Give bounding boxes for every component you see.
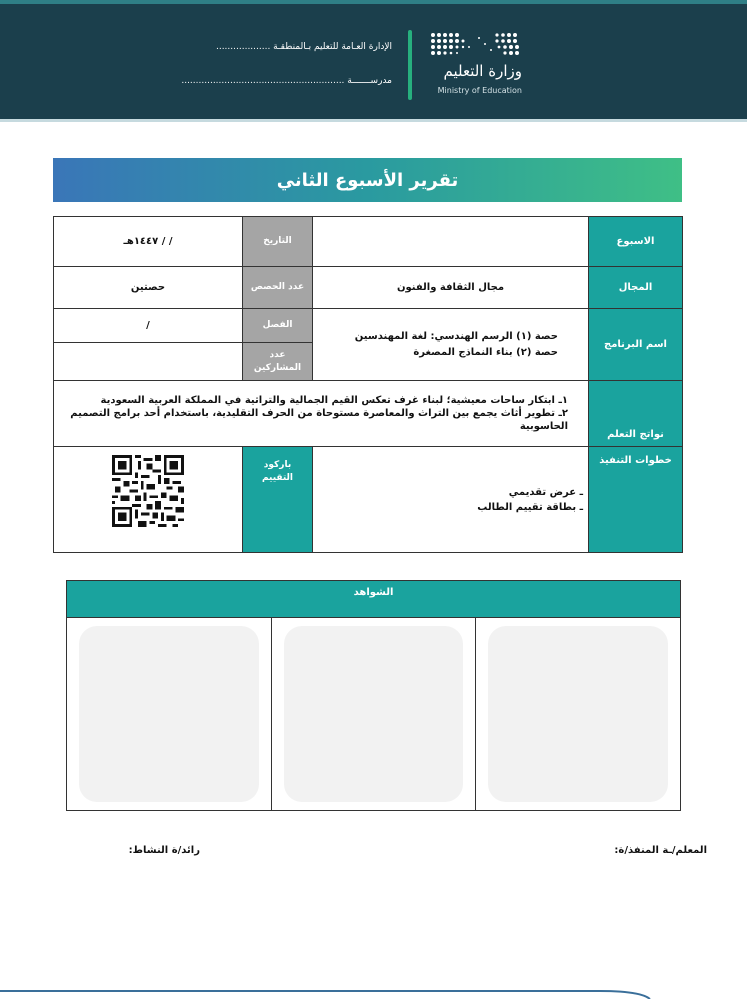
- periods-value: حصتين: [54, 267, 243, 309]
- ministry-logo-icon: [427, 30, 522, 60]
- evidence-slot-2: [271, 618, 476, 811]
- participants-value: [54, 343, 243, 381]
- admin-region-line: الإدارة العـامة للتعليم بـالمنطقـة ...................: [215, 42, 392, 52]
- outcome-item: ٢ـ تطوير أثاث يجمع بين التراث والمعاصرة مستوحاة من الحرف التقليدية، باستخدام أحد برامج التصميم الحاسوبية: [70, 408, 568, 432]
- table-row: [54, 309, 683, 343]
- step-item: ـ عرض تقديمي: [508, 486, 583, 498]
- image-placeholder[interactable]: [284, 626, 464, 802]
- ministry-name-english: Ministry of Education: [437, 86, 522, 95]
- header-bottom-strip: [0, 119, 747, 122]
- program-details: [313, 309, 589, 381]
- header-divider: [408, 30, 412, 100]
- image-placeholder[interactable]: [79, 626, 259, 802]
- school-line: مدرســـــــة .........................................................: [181, 76, 392, 86]
- report-title-bar: [53, 158, 682, 202]
- domain-label: المجال: [589, 267, 683, 309]
- table-row: [67, 618, 681, 811]
- evidence-slot-1: [67, 618, 272, 811]
- table-row: [54, 267, 683, 309]
- evidence-table: [66, 580, 681, 811]
- table-row: [54, 217, 683, 267]
- class-label: الفصل: [243, 309, 313, 343]
- image-placeholder[interactable]: [488, 626, 668, 802]
- outcomes-list: [54, 381, 589, 447]
- program-line: حصة (٢) بناء النماذج المصغرة: [413, 346, 558, 358]
- steps-label: خطوات التنفيذ: [589, 447, 683, 553]
- qr-cell: [54, 447, 243, 553]
- evidence-slot-3: [476, 618, 681, 811]
- week-value: [313, 217, 589, 267]
- page-header: [0, 4, 747, 119]
- qr-code-icon[interactable]: [112, 455, 184, 527]
- table-row: [54, 447, 683, 553]
- week-label: الاسبوع: [589, 217, 683, 267]
- report-table: [53, 216, 683, 553]
- outcomes-label: نواتج التعلم: [589, 381, 683, 447]
- activity-leader-signature: رائد/ة النشاط:: [128, 845, 200, 856]
- date-label: التاريخ: [243, 217, 313, 267]
- evidence-title: الشواهد: [67, 581, 681, 618]
- ministry-name-arabic: وزارة التعليم: [443, 62, 522, 80]
- program-line: حصة (١) الرسم الهندسي: لغة المهندسين: [354, 330, 558, 342]
- class-value: /: [54, 309, 243, 343]
- bottom-decoration: [0, 985, 747, 999]
- outcome-item: ١ـ ابتكار ساحات معيشية؛ لبناء غرف تعكس القيم الجمالية والتراثية في المملكة العربية السعودية: [100, 395, 568, 406]
- domain-value: مجال الثقافة والفنون: [313, 267, 589, 309]
- steps-list: [313, 447, 589, 553]
- step-item: ـ بطاقة تقييم الطالب: [477, 501, 583, 513]
- periods-label: عدد الحصص: [243, 267, 313, 309]
- table-row: [54, 381, 683, 447]
- participants-label: عدد المشاركين: [243, 343, 313, 381]
- program-label: اسم البرنامج: [589, 309, 683, 381]
- table-row: [67, 581, 681, 618]
- date-value: / / ١٤٤٧هـ: [54, 217, 243, 267]
- executor-signature: المعلم/ـة المنفذ/ة:: [614, 845, 707, 856]
- barcode-label: باركود التقييم: [243, 447, 313, 553]
- report-title: تقرير الأسبوع الثاني: [276, 169, 459, 191]
